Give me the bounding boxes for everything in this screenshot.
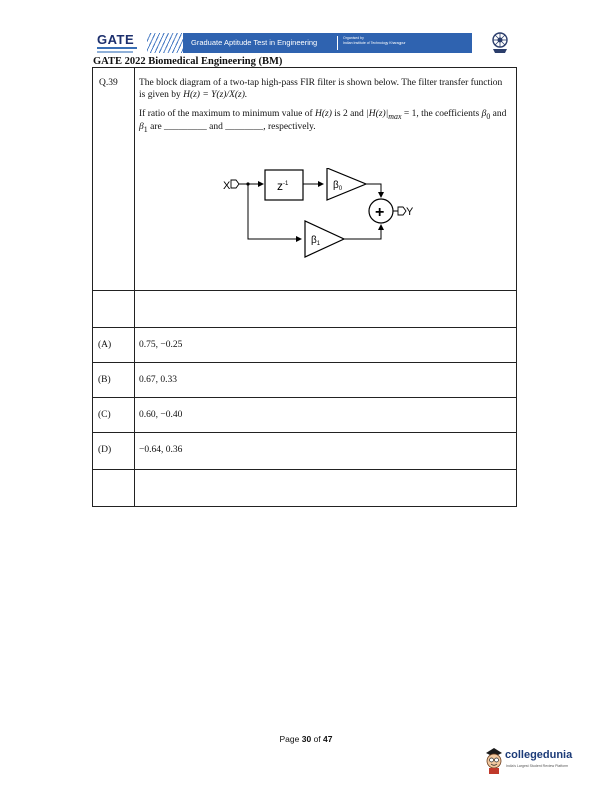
- banner-title: Graduate Aptitude Test in Engineering: [191, 38, 318, 47]
- mascot-icon: [484, 746, 504, 774]
- transfer-function-formula: H(z) = Y(z)/X(z).: [183, 89, 248, 100]
- option-label: (A): [98, 340, 112, 350]
- beta0-subscript: 0: [486, 111, 491, 121]
- question-text-part: If ratio of the maximum to minimum value of: [139, 109, 315, 119]
- page-total: 47: [323, 734, 333, 744]
- wire-gain1-to-adder: [344, 225, 381, 239]
- input-terminal: [231, 180, 239, 188]
- option-row-d: [93, 433, 516, 470]
- option-value: 0.75, −0.25: [139, 340, 183, 350]
- column-divider: [134, 363, 135, 397]
- fir-block-diagram: [223, 168, 413, 293]
- page-number: [0, 734, 612, 744]
- output-terminal: [398, 207, 406, 215]
- option-label: (B): [98, 375, 111, 385]
- page-prefix: Page: [279, 734, 302, 744]
- output-label: Y: [406, 206, 413, 218]
- brand-tagline: India's Largest Student Review Platform: [506, 764, 569, 768]
- organised-by: Organised by: [343, 36, 364, 40]
- column-divider: [134, 68, 135, 290]
- gate-logo-text: GATE: [97, 32, 135, 47]
- column-divider: [134, 328, 135, 362]
- delay-label: $z^{-1}$: [277, 179, 289, 193]
- question-text-part: The block diagram of a two-tap high-pass FIR filter is shown below. The filter transfer function is given by: [139, 78, 503, 100]
- page-header: [95, 30, 515, 56]
- formula-hz: H(z): [314, 109, 332, 119]
- page-current: 30: [301, 734, 312, 744]
- beta1-symbol: β: [139, 122, 144, 133]
- iit-emblem-icon: [488, 30, 512, 54]
- adder-symbol: +: [375, 204, 385, 221]
- gain-beta0-label: $\beta_0$: [333, 180, 343, 192]
- page-of: of: [311, 734, 324, 744]
- option-label: (D): [98, 445, 112, 455]
- wire-gain0-to-adder: [366, 184, 381, 197]
- banner-separator: [337, 36, 338, 50]
- question-paragraph-1: [139, 78, 509, 101]
- gate-logo: [95, 32, 143, 56]
- question-paragraph-2: [139, 109, 509, 136]
- question-table: [92, 67, 517, 507]
- question-number: Q.39: [99, 78, 118, 88]
- column-divider: [134, 470, 135, 506]
- formula-max-subscript: max: [388, 111, 402, 121]
- option-value: 0.60, −0.40: [139, 410, 183, 420]
- column-divider: [134, 398, 135, 432]
- option-value: −0.64, 0.36: [139, 445, 183, 455]
- column-divider: [134, 433, 135, 469]
- question-text-part: and: [490, 109, 507, 119]
- empty-row: [93, 291, 516, 328]
- gain-beta1-label: $\beta_1$: [311, 235, 321, 247]
- banner-organiser: [343, 36, 406, 45]
- brand-name: collegedunia: [505, 749, 573, 761]
- header-banner: [147, 33, 472, 53]
- question-text-part: are _________ and ________, respectively.: [147, 122, 316, 133]
- empty-row: [93, 470, 516, 506]
- beta0-symbol: β: [481, 109, 487, 119]
- formula-abs-hz: |H(z)|: [366, 109, 389, 119]
- column-divider: [134, 291, 135, 327]
- beta1-subscript: 1: [143, 125, 148, 135]
- organiser-name: Indian Institute of Technology Kharagpur: [343, 40, 406, 45]
- logo-underline: [97, 47, 137, 49]
- exam-title: GATE 2022 Biomedical Engineering (BM): [93, 56, 283, 67]
- question-text: [139, 78, 509, 144]
- question-text-part: = 1, the coefficients: [401, 109, 482, 119]
- logo-underline-2: [97, 51, 133, 53]
- option-row-c: [93, 398, 516, 433]
- option-row-b: [93, 363, 516, 398]
- question-text-part: is 2 and: [331, 109, 367, 119]
- option-label: (C): [98, 410, 111, 420]
- collegedunia-logo: [484, 746, 584, 776]
- question-row: [93, 68, 516, 291]
- option-value: 0.67, 0.33: [139, 375, 177, 385]
- option-row-a: [93, 328, 516, 363]
- input-label: X: [223, 180, 231, 192]
